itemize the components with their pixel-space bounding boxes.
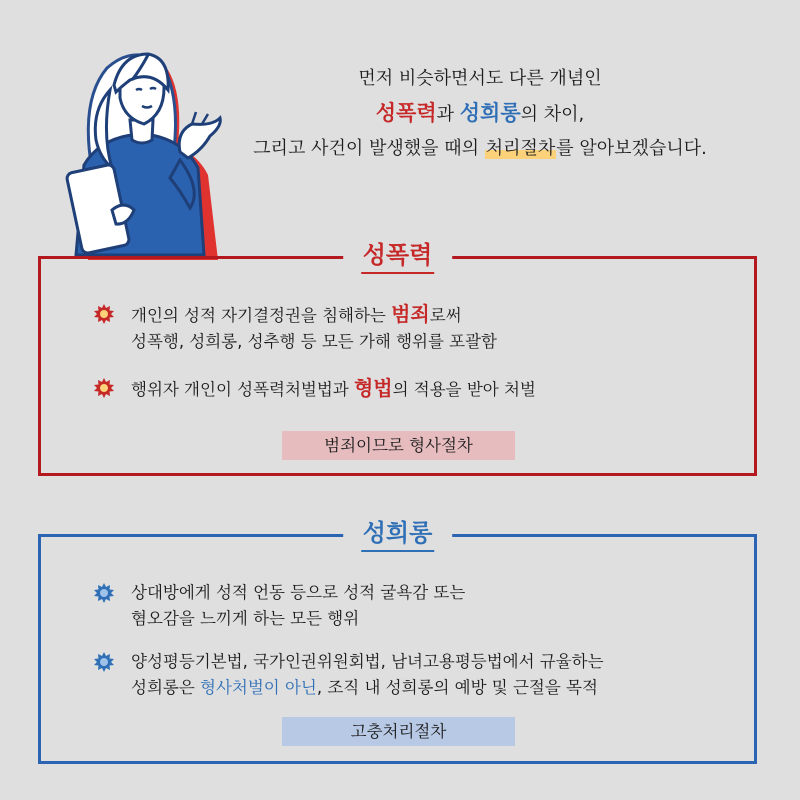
sexual-violence-bullet-1-before: 개인의 성적 자기결정권을 침해하는 [131, 306, 392, 325]
intro-line-3-after: 를 알아보겠습니다. [556, 138, 707, 159]
intro-term-sexual-harassment: 성희롱 [459, 101, 521, 125]
sexual-harassment-title [343, 513, 453, 553]
criminal-law-emphasis: 형법 [353, 376, 393, 400]
intro-join-text: 과 [436, 104, 460, 125]
red-gear-burst-icon [93, 303, 115, 325]
sexual-violence-title [343, 235, 453, 275]
blue-gear-burst-icon [93, 582, 115, 604]
blue-gear-burst-icon [93, 651, 115, 673]
sexual-harassment-bullet-1-line1: 상대방에게 성적 언동 등으로 성적 굴욕감 또는 [131, 583, 466, 602]
sexual-violence-bullet-2-before: 행위자 개인이 성폭력처벌법과 [131, 380, 354, 399]
sexual-violence-bullet-1-line2: 성폭행, 성희롱, 성추행 등 모든 가해 행위를 포괄함 [131, 332, 497, 351]
sexual-harassment-title-text: 성희롱 [361, 516, 435, 552]
grievance-procedure-label: 고충처리절차 [282, 717, 515, 746]
sexual-violence-bullet-2-after: 의 적용을 받아 처벌 [392, 380, 536, 399]
sexual-harassment-bullet-2-after: , 조직 내 성희롱의 예방 및 근절을 목적 [316, 678, 598, 697]
sexual-violence-bullet-2 [93, 375, 536, 403]
sexual-harassment-box [38, 519, 757, 764]
intro-line-2 [200, 96, 760, 132]
intro-line-2-rest: 의 차이, [520, 104, 585, 125]
sexual-violence-bullet-1 [93, 301, 497, 355]
intro-term-sexual-violence: 성폭력 [375, 101, 437, 125]
sexual-violence-bullet-1-after: 로써 [429, 306, 462, 325]
sexual-harassment-bullet-1 [93, 580, 465, 632]
sexual-violence-box [38, 241, 757, 476]
sexual-harassment-bullet-2-before: 성희롱은 [131, 678, 201, 697]
crime-emphasis: 범죄 [391, 302, 430, 326]
sexual-harassment-bullet-2 [93, 649, 604, 701]
red-gear-burst-icon [93, 377, 115, 399]
intro-line-3 [200, 132, 760, 166]
not-criminal-punishment-emphasis: 형사처벌이 아닌 [200, 678, 317, 697]
intro-line-3-before: 그리고 사건이 발생했을 때의 [253, 138, 485, 159]
sexual-violence-title-text: 성폭력 [361, 238, 435, 274]
sexual-harassment-bullet-1-line2: 혐오감을 느끼게 하는 모든 행위 [131, 609, 360, 628]
intro-line-1: 먼저 비슷하면서도 다른 개념인 [358, 68, 602, 89]
criminal-procedure-label: 범죄이므로 형사절차 [282, 431, 515, 460]
intro-text [200, 62, 760, 166]
sexual-harassment-bullet-2-line1: 양성평등기본법, 국가인권위원회법, 남녀고용평등법에서 규율하는 [131, 652, 604, 671]
intro-highlight-procedure: 처리절차 [485, 138, 556, 159]
